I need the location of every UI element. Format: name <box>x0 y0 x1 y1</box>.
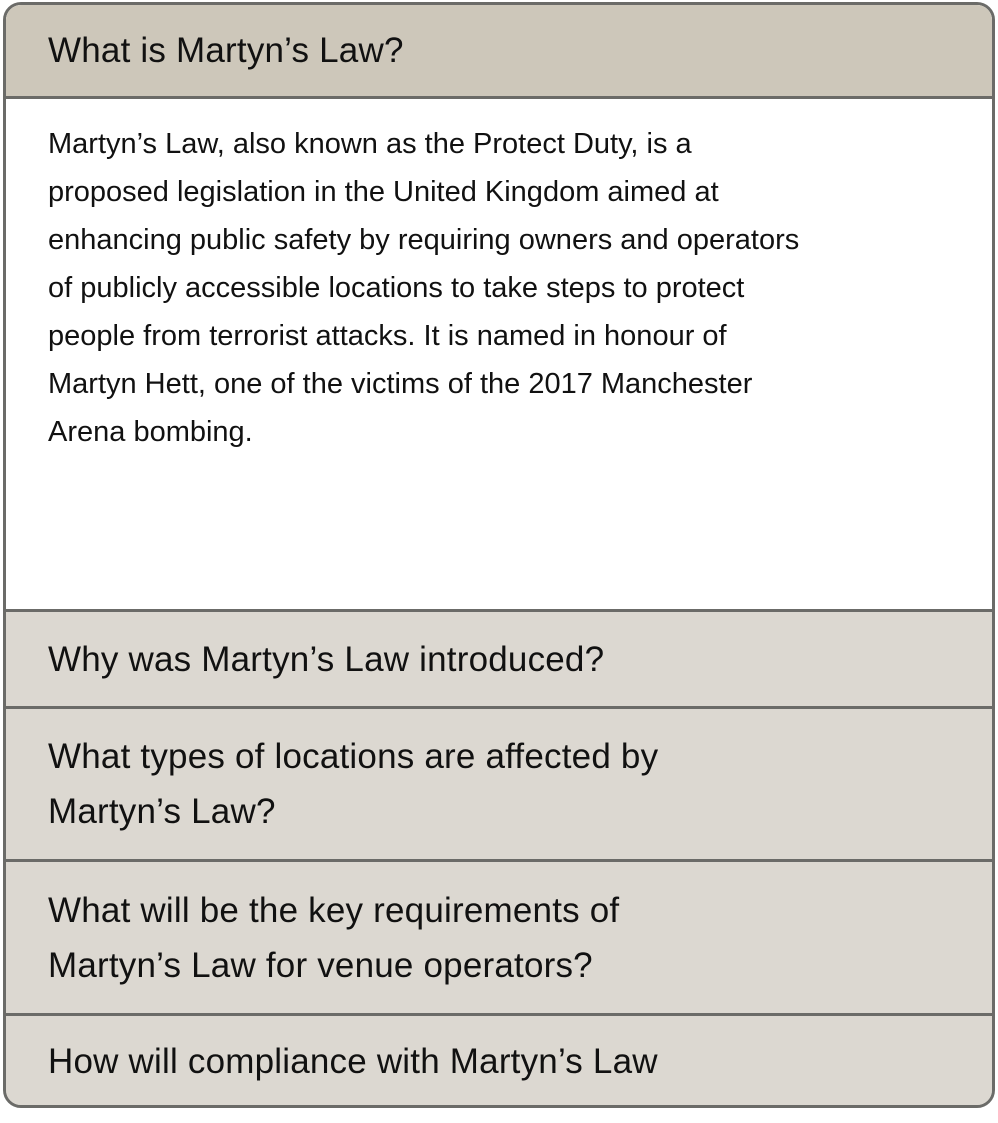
faq-question: What will be the key requirements of Martyn’s Law for venue operators? <box>48 890 620 985</box>
faq-question: How will compliance with Martyn’s Law <box>48 1041 658 1081</box>
faq-accordion <box>3 2 995 1108</box>
faq-question: What is Martyn’s Law? <box>48 31 404 70</box>
faq-item-what-is-martyns-law <box>6 5 992 612</box>
faq-item-why-introduced[interactable] <box>6 612 992 709</box>
faq-question: Why was Martyn’s Law introduced? <box>48 639 605 679</box>
faq-item-key-requirements[interactable] <box>6 862 992 1016</box>
faq-item-locations-affected[interactable] <box>6 709 992 862</box>
faq-question: What types of locations are affected by Martyn’s Law? <box>48 737 659 831</box>
faq-item-compliance[interactable] <box>6 1016 992 1106</box>
faq-item-header[interactable] <box>6 5 992 99</box>
faq-answer: Martyn’s Law, also known as the Protect Duty, is a proposed legislation in the United Kingdom aimed at enhancing public safety by requiring owners and operators of publicly accessible locations to take steps to protect people from terrorist attacks. It is named in honour of Martyn Hett, one of the victims of the 2017 Manchester Arena bombing. <box>48 128 800 448</box>
